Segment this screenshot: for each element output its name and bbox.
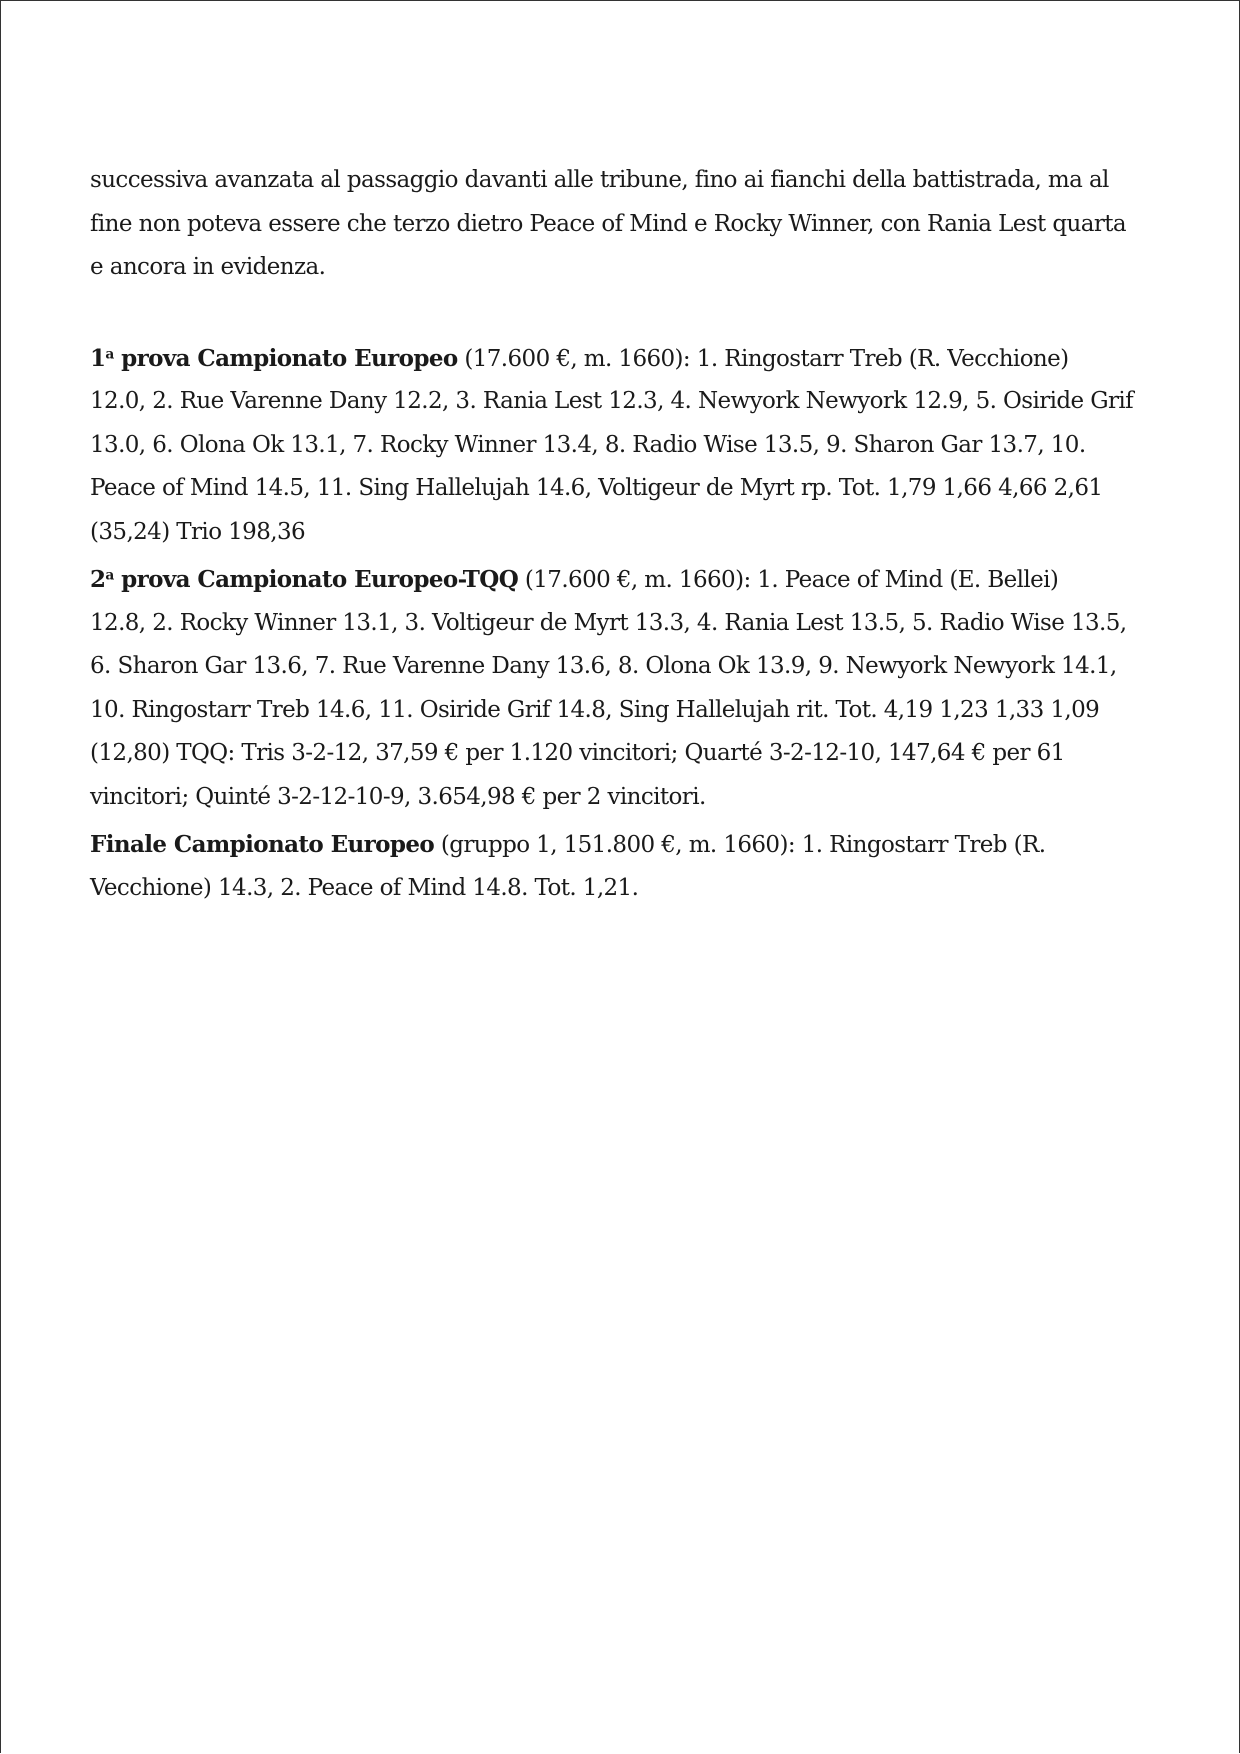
text-line: 10. Ringostarr Treb 14.6, 11. Osiride Grif 14.8, Sing Hallelujah rit. Tot. 4,19 1,23 1,33 1,09 [90,696,1100,723]
race-2-details: (17.600 €, m. 1660): 1. Peace of Mind (E. Bellei) [518,567,1059,593]
document-body [90,159,1134,910]
race-2-title-text: prova Campionato Europeo-TQQ [113,566,519,593]
final-details: (gruppo 1, 151.800 €, m. 1660): 1. Ringostarr Treb (R. [434,832,1046,858]
race-1-title [90,345,458,372]
text-line: (12,80) TQQ: Tris 3-2-12, 37,59 € per 1.120 vincitori; Quarté 3-2-12-10, 147,64 € per 61 [90,740,1065,766]
intro-paragraph [90,159,1130,290]
race-1-title-text: prova Campionato Europeo [113,344,458,372]
race-1-ordinal-sup: a [105,345,114,362]
final-heading-line [90,823,1130,867]
race-2-title [90,566,518,593]
text-line: Peace of Mind 14.5, 11. Sing Hallelujah 14.6, Voltigeur de Myrt rp. Tot. 1,79 1,66 4,66 2,61 [90,475,1103,501]
race-2-paragraph [90,558,1130,819]
text-line: 6. Sharon Gar 13.6, 7. Rue Varenne Dany 13.6, 8. Olona Ok 13.9, 9. Newyork Newyork 14.1, [90,653,1117,679]
text-line: fine non poteva essere che terzo dietro Peace of Mind e Rocky Winner, con Rania Lest quarta [90,210,1126,237]
text-line: 13.0, 6. Olona Ok 13.1, 7. Rocky Winner 13.4, 8. Radio Wise 13.5, 9. Sharon Gar 13.7, 10. [90,431,1086,458]
race-1-heading-line [90,337,1130,381]
race-1-details: (17.600 €, m. 1660): 1. Ringostarr Treb (R. Vecchione) [457,345,1069,372]
text-line: successiva avanzata al passaggio davanti alle tribune, fino ai fianchi della battistrada, ma al [90,167,1109,193]
race-1-paragraph [90,337,1134,555]
text-line: (35,24) Trio 198,36 [90,518,306,545]
text-line: e ancora in evidenza. [90,254,326,280]
final-paragraph [90,823,1130,910]
final-title: Finale Campionato Europeo [90,831,435,858]
text-line: 12.8, 2. Rocky Winner 13.1, 3. Voltigeur de Myrt 13.3, 4. Rania Lest 13.5, 5. Radio Wise 13.5, [90,609,1127,636]
text-line: 12.0, 2. Rue Varenne Dany 12.2, 3. Rania Lest 12.3, 4. Newyork Newyork 12.9, 5. Osiride Grif [90,388,1134,414]
race-2-heading-line [90,558,1130,602]
text-line: Vecchione) 14.3, 2. Peace of Mind 14.8. Tot. 1,21. [90,874,639,901]
race-2-ordinal: 2 [90,566,106,593]
race-1-ordinal: 1 [90,344,106,372]
text-line: vincitori; Quinté 3-2-12-10-9, 3.654,98 € per 2 vincitori. [90,783,706,810]
race-2-ordinal-sup: a [105,567,114,584]
